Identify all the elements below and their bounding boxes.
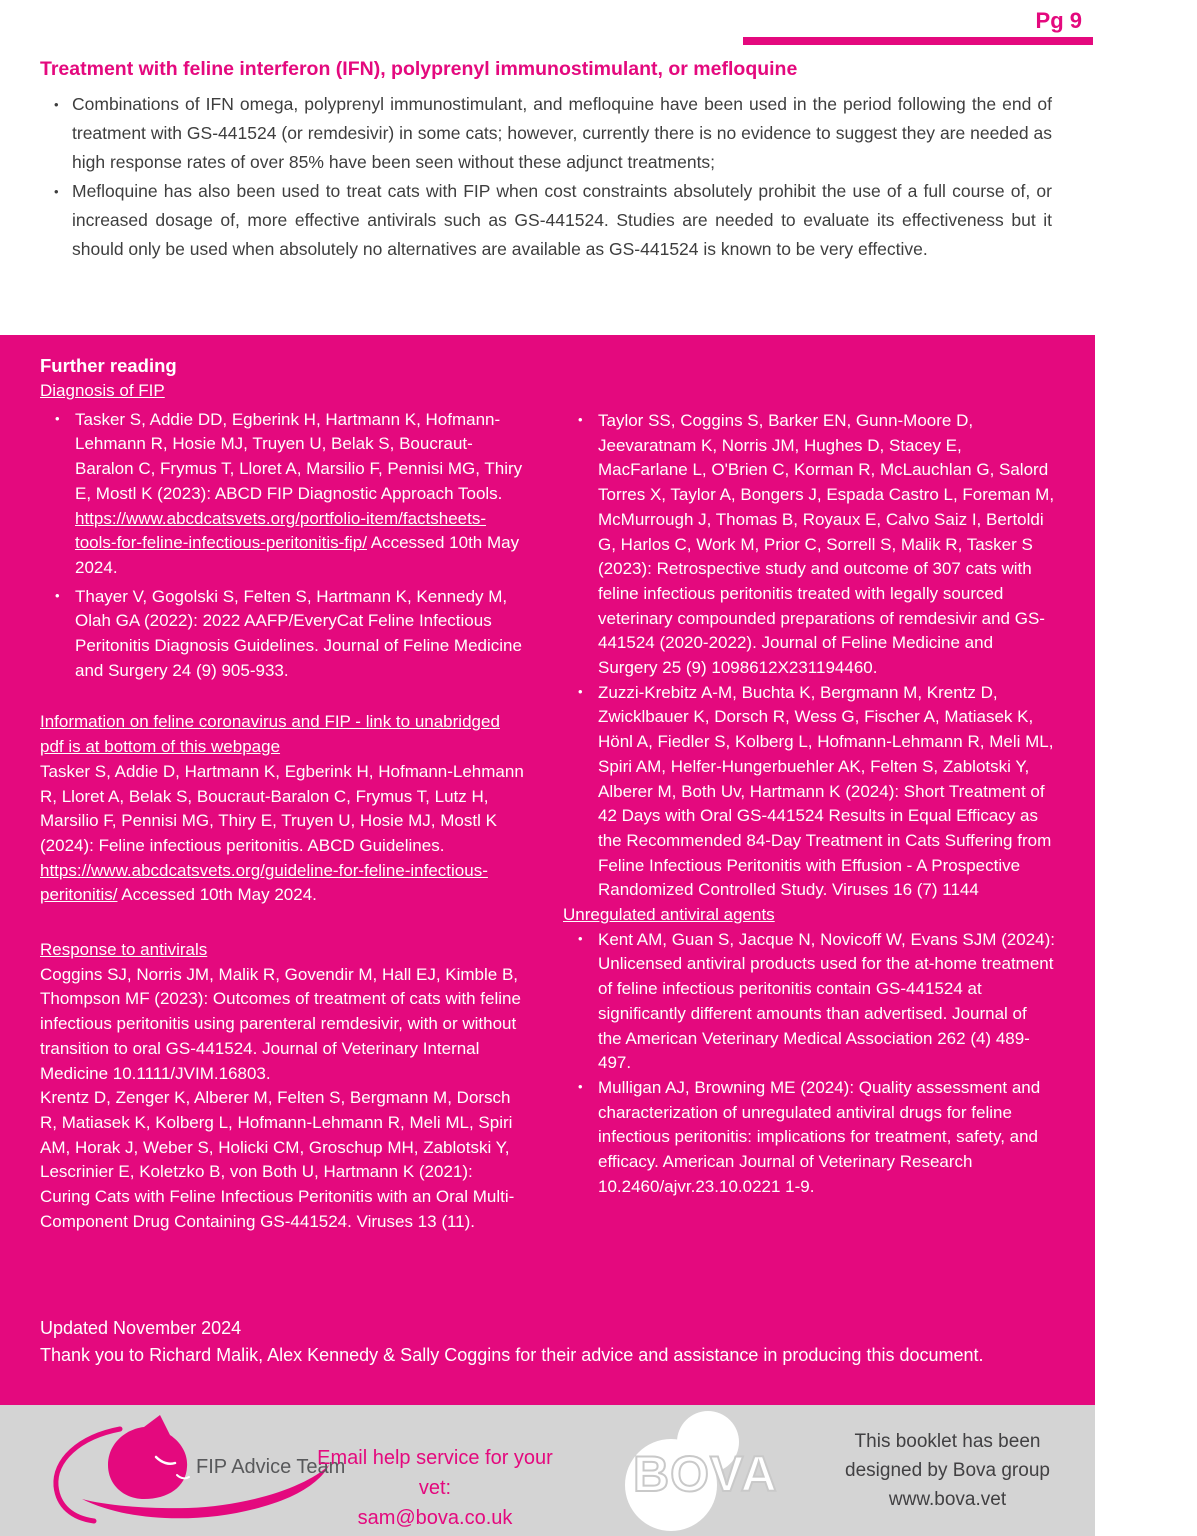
credit-line: This booklet has been [854, 1431, 1041, 1452]
email-help-block [300, 1443, 570, 1533]
link-abcdcatsvets-portfolio[interactable]: https://www.abcdcatsvets.org/portfolio-item/factsheets-tools-for-feline-infectious-peritonitis-fip/ [75, 508, 487, 553]
bova-logo [625, 1411, 835, 1529]
reference-column-left [40, 379, 527, 1235]
reference-thayer-2022: • Thayer V, Gogolski S, Felten S, Hartmann K, Kennedy M, Olah GA (2022): 2022 AAFP/EveryCat Feline Infectious Peritonitis Diagnosis Guidelines. Journal of Feline Medicine and Surgery 24 (9) 905-933. [40, 585, 527, 684]
subheading-feline-coronavirus-info: Information on feline coronavirus and FIP - link to unabridged pdf is at bottom of this webpage [40, 712, 500, 757]
further-reading-section [0, 335, 1095, 1405]
reference-text: Accessed 10th May 2024. [75, 533, 520, 577]
bullet-dot-icon: • [578, 412, 583, 427]
treatment-bullet-2 [52, 177, 1052, 264]
bullet-dot-icon: • [578, 1078, 583, 1094]
section-footer-notes [40, 1315, 1060, 1369]
subheading-diagnosis-of-fip: Diagnosis of FIP [40, 381, 165, 400]
reference-text: Accessed 10th May 2024. [117, 885, 317, 905]
acknowledgement-text: Thank you to Richard Malik, Alex Kennedy & Sally Coggins for their advice and assistance in producing this document. [40, 1345, 984, 1365]
header-rule [743, 37, 1093, 45]
reference-taylor-2023: • Taylor SS, Coggins S, Barker EN, Gunn-Moore D, Jeevaratnam K, Norris JM, Hughes D, Stacey E, MacFarlane L, O'Brien C, Korman R, McLauchlan G, Salord Torres X, Taylor A, Bongers J, Espada Castro L, Foreman M, McMurrough J, Thomas B, Royaux E, Calvo Saiz I, Bertoldi G, Harlos C, Work M, Prior C, Sorrell S, Malik R, Tasker S (2023): Retrospective study and outcome of 307 cats with feline infectious peritonitis treated with legally sourced veterinary compounded preparations of remdesivir and GS-441524 (2020-2022). Journal of Feline Medicine and Surgery 25 (9) 1098612X231194460. [563, 409, 1055, 681]
reference-column-right [563, 409, 1055, 1235]
page-number: Pg 9 [1035, 8, 1082, 33]
treatment-section-heading: Treatment with feline interferon (IFN), polyprenyl immunostimulant, or mefloquine [40, 58, 798, 80]
reference-text: Tasker S, Addie DD, Egberink H, Hartmann K, Hofmann-Lehmann R, Hosie MJ, Truyen U, Belak S, Boucraut-Baralon C, Frymus T, Lloret A, Marsilio F, Pennisi MG, Thiry E, Mostl K (2023): ABCD FIP Diagnostic Approach Tools. [75, 409, 523, 503]
subheading-response-to-antivirals: Response to antivirals [40, 940, 208, 960]
further-reading-title: Further reading [40, 355, 177, 376]
credit-line: designed by Bova group [845, 1460, 1050, 1481]
reference-coggins-2023: Coggins SJ, Norris JM, Malik R, Govendir M, Hall EJ, Kimble B, Thompson MF (2023): Outcomes of treatment of cats with feline infectious peritonitis using parenteral remdesivir, with or without transition to oral GS-441524. Journal of Veterinary Internal Medicine 10.1111/JVIM.16803. [40, 964, 521, 1083]
footer-bar [0, 1405, 1095, 1536]
bullet-dot-icon: • [578, 930, 583, 946]
treatment-bullet-1 [52, 90, 1052, 177]
reference-kent-2024: • Kent AM, Guan S, Jacque N, Novicoff W, Evans SJM (2024): Unlicensed antiviral products used for the at-home treatment of feline infectious peritonitis contain GS-441524 at significantly different amounts than advertised. Journal of the American Veterinary Medical Association 262 (4) 489-497. [563, 928, 1055, 1076]
updated-date: Updated November 2024 [40, 1318, 242, 1338]
credit-website: www.bova.vet [888, 1489, 1007, 1510]
email-help-text: Email help service for your vet: [317, 1447, 553, 1499]
reference-tasker-2024 [40, 760, 527, 908]
bullet-dot-icon: • [54, 184, 59, 199]
bova-logo-wordmark: BOVA [633, 1446, 778, 1502]
reference-text: Tasker S, Addie D, Hartmann K, Egberink H, Hofmann-Lehmann R, Lloret A, Belak S, Boucraut-Baralon C, Frymus T, Lutz H, Marsilio F, Pennisi MG, Thiry E, Truyen U, Hosie MJ, Mostl K (2024): Feline infectious peritonitis. ABCD Guidelines. [40, 761, 524, 855]
reference-mulligan-2024: • Mulligan AJ, Browning ME (2024): Quality assessment and characterization of unregulated antiviral drugs for feline infectious peritonitis: implications for treatment, safety, and efficacy. American Journal of Veterinary Research 10.2460/ajvr.23.10.0221 1-9. [563, 1076, 1055, 1200]
link-abcdcatsvets-guideline[interactable]: https://www.abcdcatsvets.org/guideline-for-feline-infectious-peritonitis/ [40, 860, 488, 905]
bullet-dot-icon: • [54, 97, 59, 112]
reference-krentz-2021: Krentz D, Zenger K, Alberer M, Felten S, Bergmann M, Dorsch R, Matiasek K, Kolberg L, Hofmann-Lehmann R, Meli ML, Spiri AM, Horak J, Weber S, Holicki CM, Groschup MH, Zablotski Y, Lescrinier E, Koletzko B, von Both U, Hartmann K (2021): Curing Cats with Feline Infectious Peritonitis with an Oral Multi-Component Drug Containing GS-441524. Viruses 13 (11). [40, 1088, 515, 1231]
page-header [0, 0, 1197, 335]
bullet-dot-icon: • [55, 410, 60, 426]
reference-tasker-2023 [40, 408, 527, 581]
email-address[interactable]: sam@bova.co.uk [357, 1507, 513, 1529]
fip-advice-team-label: FIP Advice Team [196, 1456, 346, 1478]
treatment-bullet-2-text: Mefloquine has also been used to treat cats with FIP when cost constraints absolutely prohibit the use of a full course of, or increased dosage of, more effective antivirals such as GS-441524. Studies are needed to evaluate its effectiveness but it should only be used when absolutely no alternatives are available as GS-441524 is known to be very effective. [72, 181, 1052, 259]
subheading-unregulated-antiviral-agents: Unregulated antiviral agents [563, 905, 775, 925]
reference-columns [40, 379, 1055, 1235]
treatment-bullet-1-text: Combinations of IFN omega, polyprenyl immunostimulant, and mefloquine have been used in the period following the end of treatment with GS-441524 (or remdesivir) in some cats; however, currently there is no evidence to suggest they are needed as high response rates of over 85% have been seen without these adjunct treatments; [72, 94, 1052, 172]
bullet-dot-icon: • [55, 587, 60, 603]
treatment-bullet-list [52, 90, 1052, 264]
bullet-dot-icon: • [578, 683, 583, 699]
design-credit-block [835, 1427, 1060, 1514]
reference-zuzzi-2024: • Zuzzi-Krebitz A-M, Buchta K, Bergmann M, Krentz D, Zwicklbauer K, Dorsch R, Wess G, Fischer A, Matiasek K, Hönl A, Fiedler S, Kolberg L, Hofmann-Lehmann R, Meli ML, Spiri AM, Helfer-Hungerbuehler AK, Felten S, Zablotski Y, Alberer M, Both Uv, Hartmann K (2024): Short Treatment of 42 Days with Oral GS-441524 Results in Equal Efficacy as the Recommended 84-Day Treatment in Cats Suffering from Feline Infectious Peritonitis with Effusion - A Prospective Randomized Controlled Study. Viruses 16 (7) 1144 [563, 681, 1055, 903]
